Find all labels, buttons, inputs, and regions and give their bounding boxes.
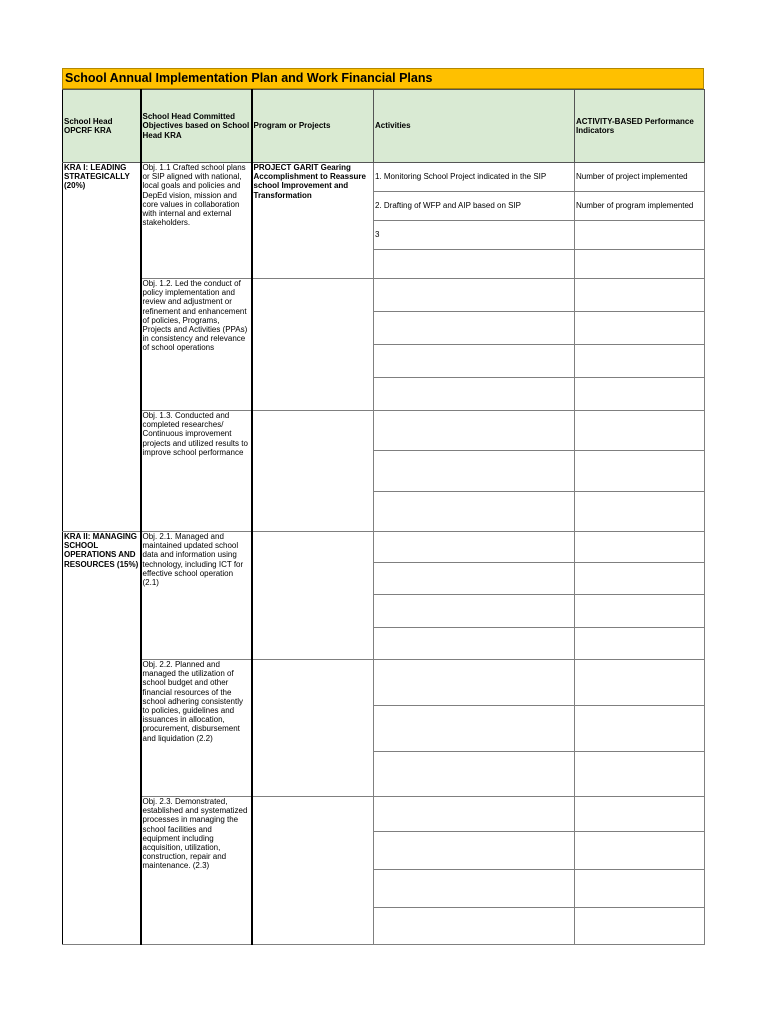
indicator-cell: Number of project implemented xyxy=(575,163,705,192)
activity-cell xyxy=(374,312,575,345)
indicator-cell xyxy=(575,221,705,250)
indicator-cell: Number of program implemented xyxy=(575,192,705,221)
plan-body xyxy=(63,163,705,945)
indicator-cell xyxy=(575,411,705,451)
indicator-cell xyxy=(575,563,705,595)
indicator-cell xyxy=(575,345,705,378)
program-cell xyxy=(252,797,374,945)
program-cell xyxy=(252,279,374,411)
table-row xyxy=(63,411,705,451)
indicator-cell xyxy=(575,492,705,532)
activity-cell xyxy=(374,908,575,945)
table-row xyxy=(63,163,705,192)
activity-cell xyxy=(374,345,575,378)
activity-cell xyxy=(374,250,575,279)
objective-cell: Obj. 2.1. Managed and maintained updated school data and information using technology, including ICT for effective school operation (2.1) xyxy=(141,532,252,660)
program-cell: PROJECT GARIT Gearing Accomplishment to Reassure school Improvement and Transformation xyxy=(252,163,374,279)
activity-cell: 2. Drafting of WFP and AIP based on SIP xyxy=(374,192,575,221)
activity-cell xyxy=(374,660,575,706)
activity-cell xyxy=(374,492,575,532)
objective-cell: Obj. 1.2. Led the conduct of policy implementation and review and adjustment or refinement and enhancement of policies, Programs, Projects and Activities (PPAs) in consistency and relevance of school operations xyxy=(141,279,252,411)
indicator-cell xyxy=(575,706,705,752)
sheet-title: School Annual Implementation Plan and Work Financial Plans xyxy=(62,68,704,89)
activity-cell xyxy=(374,378,575,411)
activity-cell xyxy=(374,532,575,563)
indicator-cell xyxy=(575,832,705,870)
header-indicators: ACTIVITY-BASED Performance Indicators xyxy=(575,90,705,163)
activity-cell: 3 xyxy=(374,221,575,250)
activity-cell: 1. Monitoring School Project indicated in the SIP xyxy=(374,163,575,192)
program-cell xyxy=(252,411,374,532)
program-cell xyxy=(252,660,374,797)
indicator-cell xyxy=(575,797,705,832)
objective-cell: Obj. 2.2. Planned and managed the utilization of school budget and other financial resources of the school adhering consistently to policies, guidelines and issuances in allocation, procurement, disbursement and liquidation (2.2) xyxy=(141,660,252,797)
indicator-cell xyxy=(575,279,705,312)
objective-cell: Obj. 1.1 Crafted school plans or SIP aligned with national, local goals and policies and DepEd vision, mission and core values in collaboration with internal and external stakeholders. xyxy=(141,163,252,279)
indicator-cell xyxy=(575,628,705,660)
activity-cell xyxy=(374,832,575,870)
kra-cell: KRA II: MANAGING SCHOOL OPERATIONS AND RESOURCES (15%) xyxy=(63,532,141,945)
header-objectives: School Head Committed Objectives based on School Head KRA xyxy=(141,90,252,163)
activity-cell xyxy=(374,628,575,660)
worksheet xyxy=(62,68,704,945)
activity-cell xyxy=(374,563,575,595)
plan-table xyxy=(62,89,705,945)
activity-cell xyxy=(374,752,575,797)
header-kra: School Head OPCRF KRA xyxy=(63,90,141,163)
indicator-cell xyxy=(575,660,705,706)
indicator-cell xyxy=(575,312,705,345)
activity-cell xyxy=(374,870,575,908)
objective-cell: Obj. 2.3. Demonstrated, established and systematized processes in managing the school facilities and equipment including acquisition, utilization, construction, repair and maintenance. (2.3) xyxy=(141,797,252,945)
indicator-cell xyxy=(575,870,705,908)
activity-cell xyxy=(374,706,575,752)
indicator-cell xyxy=(575,250,705,279)
kra-cell: KRA I: LEADING STRATEGICALLY (20%) xyxy=(63,163,141,532)
indicator-cell xyxy=(575,752,705,797)
indicator-cell xyxy=(575,908,705,945)
header-program: Program or Projects xyxy=(252,90,374,163)
header-row xyxy=(63,90,705,163)
header-activities: Activities xyxy=(374,90,575,163)
indicator-cell xyxy=(575,595,705,628)
indicator-cell xyxy=(575,378,705,411)
table-row xyxy=(63,797,705,832)
table-row xyxy=(63,660,705,706)
indicator-cell xyxy=(575,532,705,563)
program-cell xyxy=(252,532,374,660)
activity-cell xyxy=(374,797,575,832)
indicator-cell xyxy=(575,451,705,492)
activity-cell xyxy=(374,279,575,312)
activity-cell xyxy=(374,451,575,492)
table-row xyxy=(63,279,705,312)
objective-cell: Obj. 1.3. Conducted and completed researches/ Continuous improvement projects and utilized results to improve school performance xyxy=(141,411,252,532)
activity-cell xyxy=(374,595,575,628)
table-row xyxy=(63,532,705,563)
activity-cell xyxy=(374,411,575,451)
